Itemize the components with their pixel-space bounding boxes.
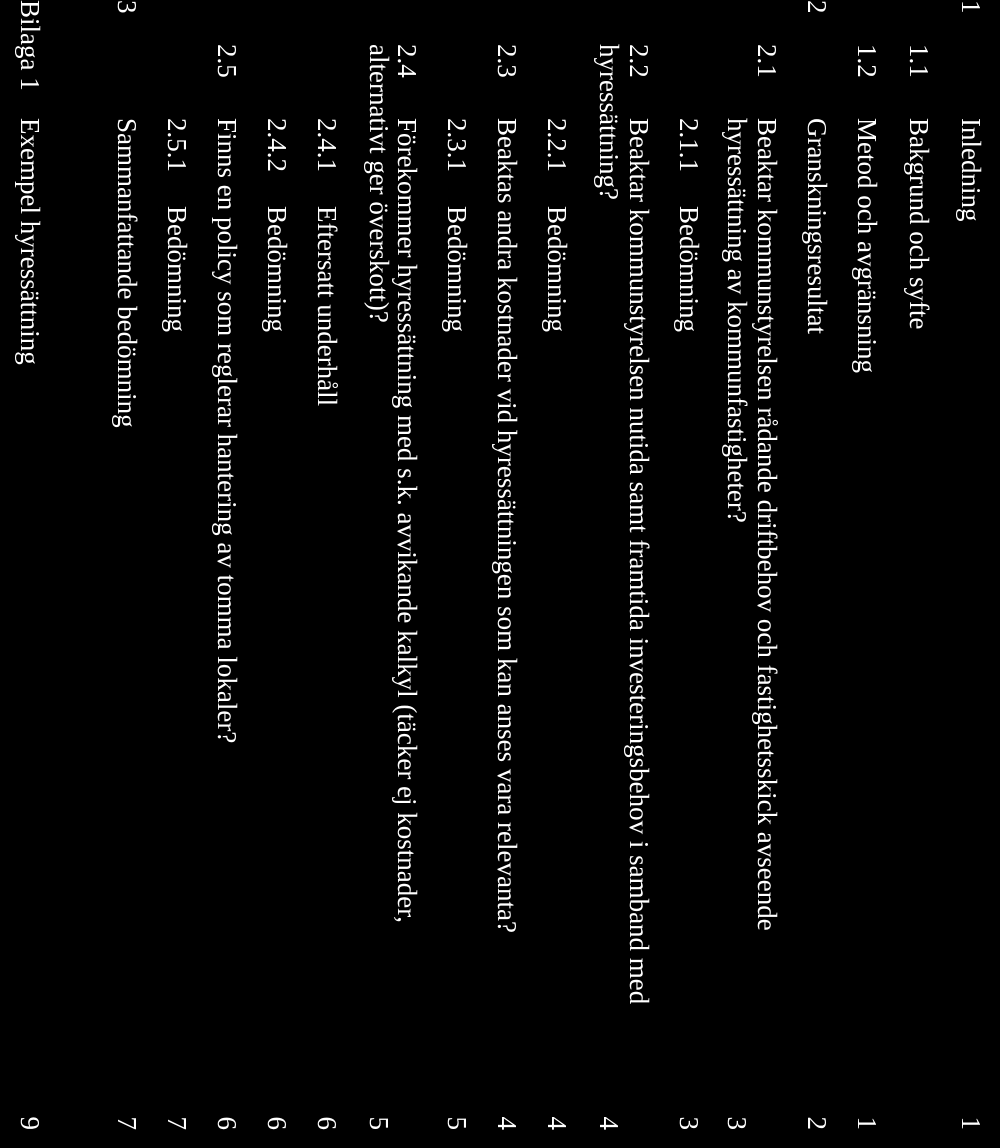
toc-title: Beaktas andra kostnader vid hyressättningen som kan anses vara relevanta? xyxy=(492,118,522,933)
toc-page-number: 6 xyxy=(312,1116,342,1130)
toc-title: Sammanfattande bedömning xyxy=(112,118,142,428)
toc-title: Granskningsresultat xyxy=(802,118,832,334)
toc-page-number: 1 xyxy=(956,1116,986,1130)
toc-title: Inledning xyxy=(956,118,986,222)
toc-number: Bilaga 1 xyxy=(15,0,45,91)
toc-page-number: 9 xyxy=(15,1116,45,1130)
toc-page-number: 4 xyxy=(594,1116,624,1130)
toc-title: Bedömning xyxy=(674,206,704,332)
toc-title: Bakgrund och syfte xyxy=(904,118,934,330)
toc-page-number: 7 xyxy=(112,1116,142,1130)
toc-number: 1 xyxy=(956,0,986,14)
toc-title: alternativt ger överskott)? xyxy=(364,44,394,323)
toc-title: hyressättning av kommunfastigheter? xyxy=(722,118,752,523)
toc-number: 2.4.1 xyxy=(312,118,342,172)
toc-number: 2.4.2 xyxy=(262,118,292,172)
toc-title: Finns en policy som reglerar hantering av tomma lokaler? xyxy=(212,118,242,744)
toc-number: 2.1 xyxy=(752,44,782,78)
toc-page-number: 5 xyxy=(442,1116,472,1130)
toc-page-number: 7 xyxy=(162,1116,192,1130)
toc-number: 2.2.1 xyxy=(542,118,572,172)
toc-number: 2.4 xyxy=(392,44,422,78)
toc-title: Exempel hyressättning xyxy=(15,118,45,365)
toc-title: Beaktar kommunstyrelsen rådande driftbehov och fastighetsskick avseende xyxy=(752,118,782,931)
toc-page-number: 5 xyxy=(364,1116,394,1130)
toc-number: 1.1 xyxy=(904,44,934,78)
toc-number: 3 xyxy=(112,0,142,14)
toc-number: 2.3 xyxy=(492,44,522,78)
toc-number: 2.2 xyxy=(624,44,654,78)
toc-page-number: 3 xyxy=(674,1116,704,1130)
toc-number: 2.5.1 xyxy=(162,118,192,172)
toc-title: Bedömning xyxy=(442,206,472,332)
toc-title: hyressättning? xyxy=(594,44,624,200)
toc-title: Bedömning xyxy=(262,206,292,332)
toc-page-number: 6 xyxy=(212,1116,242,1130)
toc-page-number: 2 xyxy=(802,1116,832,1130)
toc-page-number: 6 xyxy=(262,1116,292,1130)
toc-number: 2 xyxy=(802,0,832,14)
toc-page-number: 4 xyxy=(542,1116,572,1130)
toc-page-number: 4 xyxy=(492,1116,522,1130)
toc-number: 2.1.1 xyxy=(674,118,704,172)
toc-title: Eftersatt underhåll xyxy=(312,206,342,407)
toc-title: Förekommer hyressättning med s.k. avvikande kalkyl (täcker ej kostnader, xyxy=(392,118,422,923)
toc-title: Beaktar kommunstyrelsen nutida samt framtida investeringsbehov i samband med xyxy=(624,118,654,1005)
toc-number: 2.5 xyxy=(212,44,242,78)
toc-title: Metod och avgränsning xyxy=(852,118,882,373)
toc-title: Bedömning xyxy=(162,206,192,332)
toc-title: Bedömning xyxy=(542,206,572,332)
toc-page-number: 3 xyxy=(722,1116,752,1130)
toc-number: 1.2 xyxy=(852,44,882,78)
toc-page-number: 1 xyxy=(852,1116,882,1130)
toc-number: 2.3.1 xyxy=(442,118,472,172)
